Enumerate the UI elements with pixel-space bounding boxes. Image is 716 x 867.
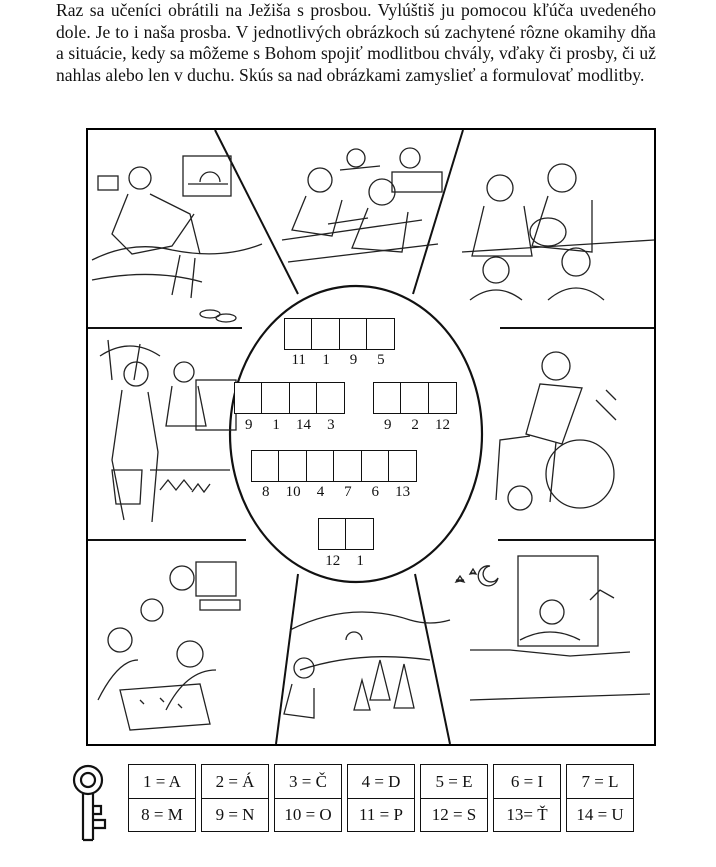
letter-box[interactable] — [234, 382, 263, 414]
letter-number: 1 — [356, 553, 364, 569]
puzzle-word-1-numbers — [285, 352, 395, 368]
letter-number: 5 — [377, 352, 385, 368]
picture-man-in-wheelchair — [496, 352, 616, 510]
letter-box[interactable] — [318, 518, 347, 550]
letter-box[interactable] — [388, 450, 417, 482]
letter-number: 9 — [244, 417, 253, 433]
letter-box[interactable] — [400, 382, 429, 414]
letter-number: 9 — [349, 352, 358, 368]
puzzle-word-5-numbers — [319, 553, 374, 569]
letter-number: 4 — [316, 484, 325, 500]
legend-cell: 10 = O — [274, 798, 342, 832]
puzzle-word-5-boxes[interactable] — [318, 518, 373, 550]
letter-number: 14 — [295, 417, 311, 433]
letter-box[interactable] — [251, 450, 280, 482]
puzzle-word-4-boxes[interactable] — [251, 450, 415, 482]
legend-cell: 2 = Á — [201, 764, 269, 798]
letter-box[interactable] — [261, 382, 290, 414]
puzzle-word-3-boxes[interactable] — [373, 382, 455, 414]
puzzle-word-1-boxes[interactable] — [284, 318, 394, 350]
legend-cell: 14 = U — [566, 798, 634, 832]
letter-number: 12 — [434, 417, 450, 433]
letter-box[interactable] — [306, 450, 335, 482]
letter-box[interactable] — [361, 450, 390, 482]
picture-father-and-child-gardening — [100, 340, 236, 522]
letter-box[interactable] — [373, 382, 402, 414]
picture-child-in-bed-at-night — [456, 556, 650, 700]
letter-box[interactable] — [339, 318, 368, 350]
letter-number: 12 — [325, 553, 341, 569]
legend-cell: 12 = S — [420, 798, 488, 832]
letter-box[interactable] — [345, 518, 374, 550]
letter-box[interactable] — [284, 318, 313, 350]
legend-cell: 5 = E — [420, 764, 488, 798]
letter-number: 7 — [344, 484, 352, 500]
legend-cell: 13= Ť — [493, 798, 561, 832]
letter-box[interactable] — [428, 382, 457, 414]
letter-box[interactable] — [333, 450, 362, 482]
legend-cell: 1 = A — [128, 764, 196, 798]
letter-box[interactable] — [366, 318, 395, 350]
picture-children-at-computer — [98, 562, 240, 730]
letter-box[interactable] — [289, 382, 318, 414]
letter-number: 3 — [327, 417, 335, 433]
picture-boy-waking-up — [92, 156, 262, 322]
legend-cell: 11 = P — [347, 798, 415, 832]
letter-number: 9 — [383, 417, 392, 433]
letter-number: 8 — [261, 484, 270, 500]
picture-children-at-school — [282, 148, 442, 262]
letter-number: 1 — [272, 417, 280, 433]
letter-number: 10 — [285, 484, 301, 500]
letter-box[interactable] — [316, 382, 345, 414]
intro-paragraph: Raz sa učeníci obrátili na Ježiša s prosbou. Vylúštiš ju pomocou kľúča uvedeného dole. Je to i naša prosba. V jednotlivých obrázkoch sú zachytené rôzne okamihy dňa a situácie, kedy sa môžeme s Bohom spojiť modlitbou chvály, vďaky či prosby, či už nahlas alebo len v duchu. Skús sa nad obrázkami zamyslieť a formulovať modlitby. — [56, 0, 656, 85]
legend-cell: 4 = D — [347, 764, 415, 798]
letter-number: 2 — [411, 417, 419, 433]
decoding-legend — [128, 764, 634, 832]
letter-number: 1 — [322, 352, 330, 368]
letter-box[interactable] — [311, 318, 340, 350]
letter-number: 6 — [371, 484, 379, 500]
legend-cell: 8 = M — [128, 798, 196, 832]
letter-number: 11 — [291, 352, 306, 368]
legend-cell: 7 = L — [566, 764, 634, 798]
picture-family-at-table — [462, 164, 654, 300]
letter-box[interactable] — [278, 450, 307, 482]
legend-cell: 9 = N — [201, 798, 269, 832]
puzzle-word-4-numbers — [252, 484, 416, 500]
letter-number: 13 — [395, 484, 411, 500]
puzzle-word-3-numbers — [374, 417, 456, 433]
legend-cell: 3 = Č — [274, 764, 342, 798]
puzzle-word-2-boxes[interactable] — [234, 382, 344, 414]
legend-cell: 6 = I — [493, 764, 561, 798]
puzzle-word-2-numbers — [235, 417, 345, 433]
